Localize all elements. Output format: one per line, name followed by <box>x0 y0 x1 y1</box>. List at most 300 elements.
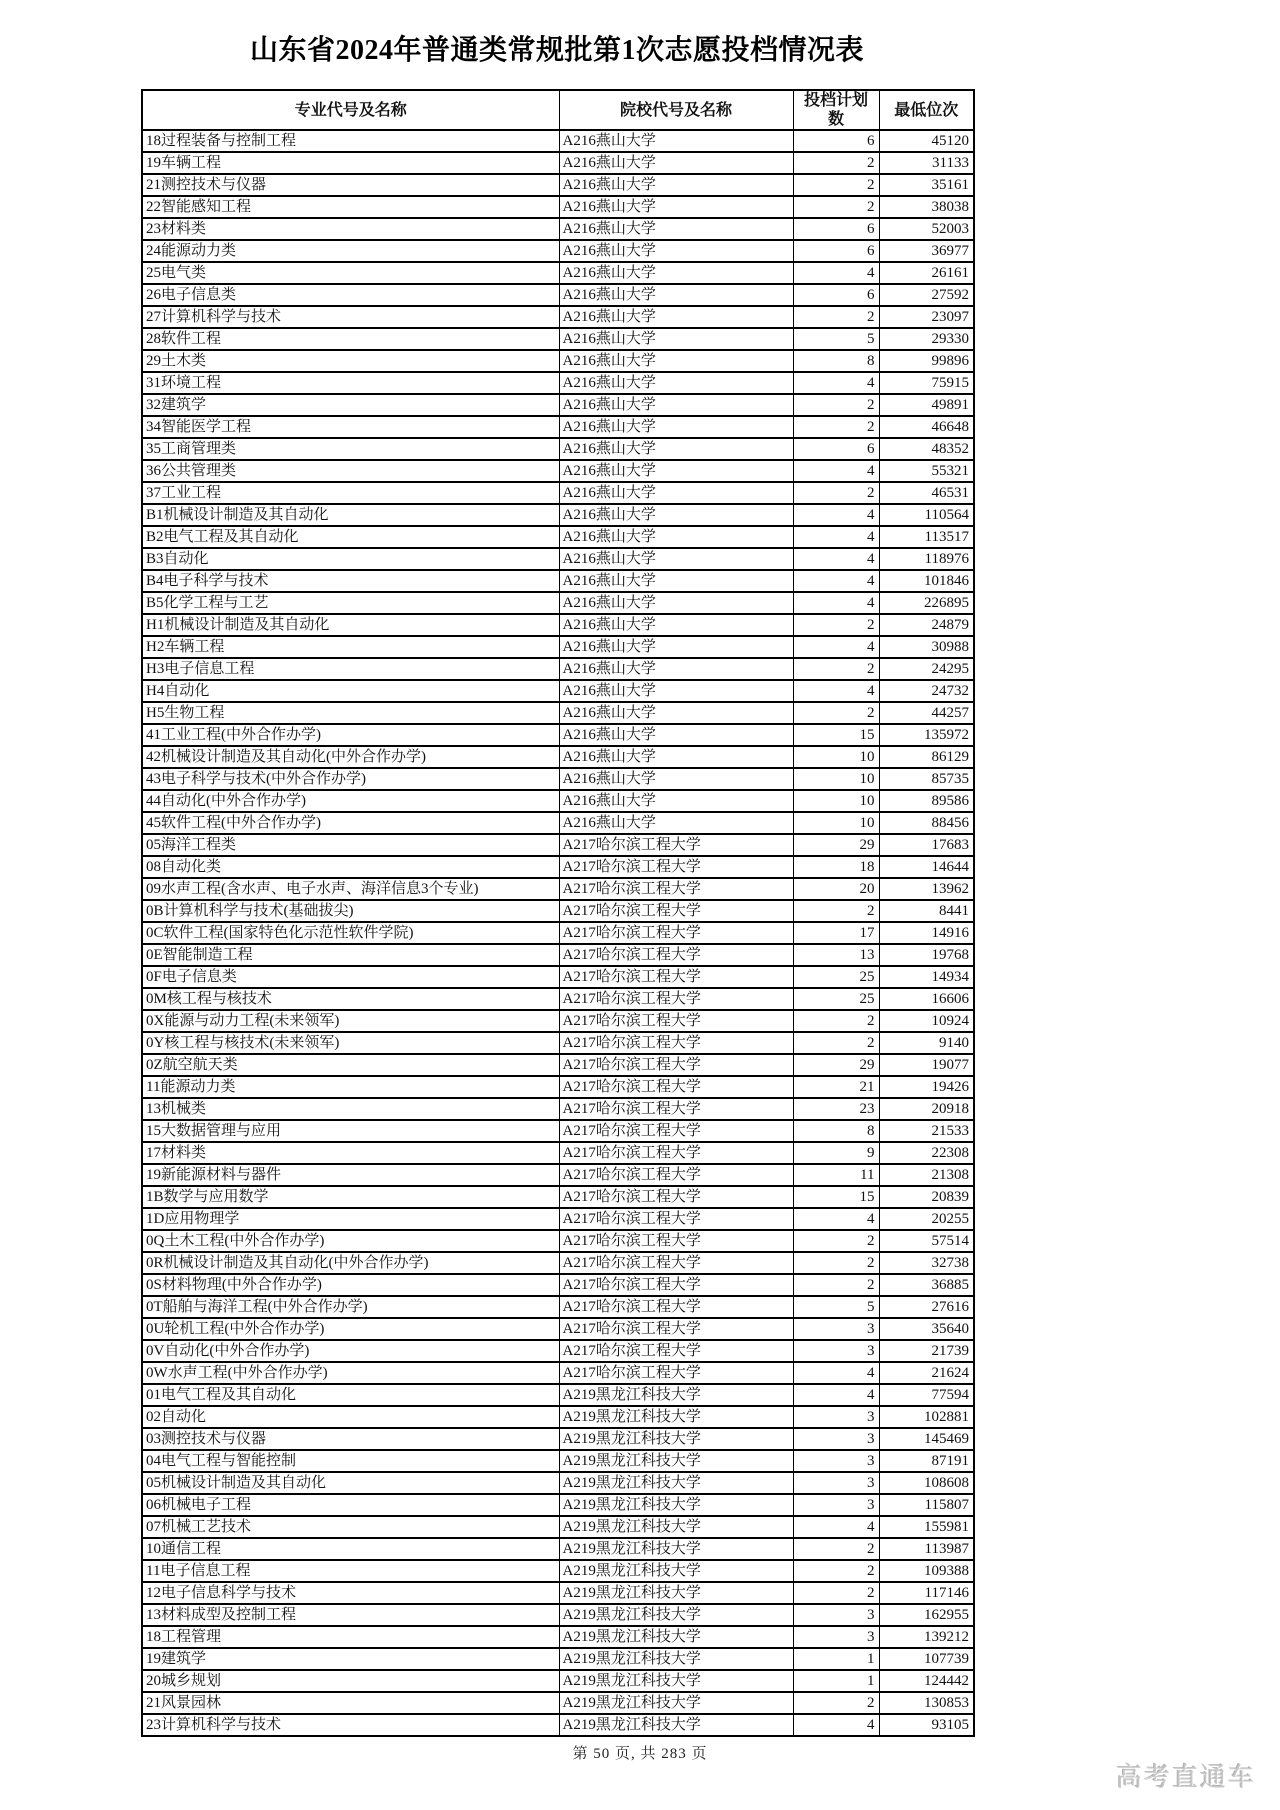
college-cell: A216燕山大学 <box>559 372 793 394</box>
college-cell: A217哈尔滨工程大学 <box>559 988 793 1010</box>
plan-count-cell: 2 <box>793 1582 879 1604</box>
college-cell: A217哈尔滨工程大学 <box>559 1252 793 1274</box>
major-cell: 32建筑学 <box>142 394 559 416</box>
major-cell: 37工业工程 <box>142 482 559 504</box>
major-cell: 19新能源材料与器件 <box>142 1164 559 1186</box>
college-cell: A216燕山大学 <box>559 680 793 702</box>
table-row <box>142 1406 974 1428</box>
major-cell: 11能源动力类 <box>142 1076 559 1098</box>
major-cell: 05海洋工程类 <box>142 834 559 856</box>
lowest-rank-cell: 19426 <box>879 1076 974 1098</box>
college-cell: A217哈尔滨工程大学 <box>559 900 793 922</box>
lowest-rank-cell: 113987 <box>879 1538 974 1560</box>
table-row <box>142 1538 974 1560</box>
college-cell: A219黑龙江科技大学 <box>559 1516 793 1538</box>
college-cell: A217哈尔滨工程大学 <box>559 1098 793 1120</box>
college-cell: A217哈尔滨工程大学 <box>559 1274 793 1296</box>
college-cell: A216燕山大学 <box>559 438 793 460</box>
plan-count-cell: 1 <box>793 1648 879 1670</box>
lowest-rank-cell: 226895 <box>879 592 974 614</box>
major-cell: 34智能医学工程 <box>142 416 559 438</box>
table-row <box>142 1582 974 1604</box>
lowest-rank-cell: 52003 <box>879 218 974 240</box>
table-row <box>142 1714 974 1736</box>
major-cell: 36公共管理类 <box>142 460 559 482</box>
lowest-rank-cell: 9140 <box>879 1032 974 1054</box>
college-cell: A216燕山大学 <box>559 306 793 328</box>
college-cell: A216燕山大学 <box>559 218 793 240</box>
college-cell: A219黑龙江科技大学 <box>559 1560 793 1582</box>
plan-count-cell: 18 <box>793 856 879 878</box>
table-row <box>142 284 974 306</box>
major-cell: 25电气类 <box>142 262 559 284</box>
plan-count-cell: 4 <box>793 372 879 394</box>
lowest-rank-cell: 44257 <box>879 702 974 724</box>
table-row <box>142 196 974 218</box>
major-cell: 09水声工程(含水声、电子水声、海洋信息3个专业) <box>142 878 559 900</box>
major-cell: 29土木类 <box>142 350 559 372</box>
college-cell: A216燕山大学 <box>559 240 793 262</box>
table-row <box>142 416 974 438</box>
plan-count-cell: 2 <box>793 1274 879 1296</box>
plan-count-cell: 10 <box>793 768 879 790</box>
college-cell: A217哈尔滨工程大学 <box>559 1010 793 1032</box>
college-cell: A216燕山大学 <box>559 350 793 372</box>
table-row <box>142 548 974 570</box>
plan-count-cell: 2 <box>793 482 879 504</box>
college-cell: A219黑龙江科技大学 <box>559 1406 793 1428</box>
major-cell: 45软件工程(中外合作办学) <box>142 812 559 834</box>
lowest-rank-cell: 162955 <box>879 1604 974 1626</box>
lowest-rank-cell: 130853 <box>879 1692 974 1714</box>
major-cell: 23材料类 <box>142 218 559 240</box>
plan-count-cell: 3 <box>793 1626 879 1648</box>
lowest-rank-cell: 30988 <box>879 636 974 658</box>
college-cell: A217哈尔滨工程大学 <box>559 1076 793 1098</box>
table-row <box>142 1186 974 1208</box>
plan-count-cell: 4 <box>793 636 879 658</box>
lowest-rank-cell: 27592 <box>879 284 974 306</box>
lowest-rank-cell: 13962 <box>879 878 974 900</box>
college-cell: A217哈尔滨工程大学 <box>559 1318 793 1340</box>
lowest-rank-cell: 85735 <box>879 768 974 790</box>
major-cell: 0Y核工程与核技术(未来领军) <box>142 1032 559 1054</box>
lowest-rank-cell: 89586 <box>879 790 974 812</box>
table-row <box>142 1230 974 1252</box>
major-cell: 21测控技术与仪器 <box>142 174 559 196</box>
plan-count-cell: 4 <box>793 680 879 702</box>
major-cell: 03测控技术与仪器 <box>142 1428 559 1450</box>
col-header-major: 专业代号及名称 <box>142 90 559 130</box>
college-cell: A219黑龙江科技大学 <box>559 1494 793 1516</box>
major-cell: H1机械设计制造及其自动化 <box>142 614 559 636</box>
major-cell: H4自动化 <box>142 680 559 702</box>
major-cell: 0S材料物理(中外合作办学) <box>142 1274 559 1296</box>
table-row <box>142 614 974 636</box>
college-cell: A219黑龙江科技大学 <box>559 1450 793 1472</box>
lowest-rank-cell: 107739 <box>879 1648 974 1670</box>
plan-count-cell: 25 <box>793 988 879 1010</box>
major-cell: B1机械设计制造及其自动化 <box>142 504 559 526</box>
lowest-rank-cell: 35640 <box>879 1318 974 1340</box>
plan-count-cell: 2 <box>793 394 879 416</box>
plan-count-cell: 8 <box>793 350 879 372</box>
table-row <box>142 922 974 944</box>
major-cell: 26电子信息类 <box>142 284 559 306</box>
plan-count-cell: 29 <box>793 1054 879 1076</box>
major-cell: B3自动化 <box>142 548 559 570</box>
major-cell: 10通信工程 <box>142 1538 559 1560</box>
lowest-rank-cell: 145469 <box>879 1428 974 1450</box>
table-row <box>142 988 974 1010</box>
college-cell: A217哈尔滨工程大学 <box>559 1208 793 1230</box>
plan-count-cell: 15 <box>793 724 879 746</box>
plan-count-cell: 3 <box>793 1494 879 1516</box>
plan-count-cell: 4 <box>793 570 879 592</box>
table-row <box>142 1560 974 1582</box>
plan-count-cell: 11 <box>793 1164 879 1186</box>
table-row <box>142 1516 974 1538</box>
major-cell: 24能源动力类 <box>142 240 559 262</box>
major-cell: 44自动化(中外合作办学) <box>142 790 559 812</box>
major-cell: 19车辆工程 <box>142 152 559 174</box>
table-header-row <box>142 90 974 130</box>
lowest-rank-cell: 26161 <box>879 262 974 284</box>
major-cell: 43电子科学与技术(中外合作办学) <box>142 768 559 790</box>
lowest-rank-cell: 29330 <box>879 328 974 350</box>
plan-count-cell: 5 <box>793 1296 879 1318</box>
lowest-rank-cell: 21533 <box>879 1120 974 1142</box>
lowest-rank-cell: 10924 <box>879 1010 974 1032</box>
table-row <box>142 1142 974 1164</box>
college-cell: A216燕山大学 <box>559 614 793 636</box>
table-row <box>142 1120 974 1142</box>
lowest-rank-cell: 101846 <box>879 570 974 592</box>
table-row <box>142 1362 974 1384</box>
major-cell: H5生物工程 <box>142 702 559 724</box>
college-cell: A217哈尔滨工程大学 <box>559 1164 793 1186</box>
plan-count-cell: 4 <box>793 504 879 526</box>
table-row <box>142 1384 974 1406</box>
major-cell: 0Q土木工程(中外合作办学) <box>142 1230 559 1252</box>
plan-count-cell: 4 <box>793 548 879 570</box>
college-cell: A216燕山大学 <box>559 702 793 724</box>
college-cell: A216燕山大学 <box>559 724 793 746</box>
table-row <box>142 702 974 724</box>
college-cell: A217哈尔滨工程大学 <box>559 1032 793 1054</box>
table-row <box>142 262 974 284</box>
major-cell: 11电子信息工程 <box>142 1560 559 1582</box>
lowest-rank-cell: 21624 <box>879 1362 974 1384</box>
major-cell: B2电气工程及其自动化 <box>142 526 559 548</box>
lowest-rank-cell: 19077 <box>879 1054 974 1076</box>
college-cell: A219黑龙江科技大学 <box>559 1428 793 1450</box>
lowest-rank-cell: 19768 <box>879 944 974 966</box>
major-cell: 0M核工程与核技术 <box>142 988 559 1010</box>
plan-count-cell: 2 <box>793 1538 879 1560</box>
plan-count-cell: 2 <box>793 1560 879 1582</box>
lowest-rank-cell: 32738 <box>879 1252 974 1274</box>
plan-count-cell: 2 <box>793 658 879 680</box>
lowest-rank-cell: 109388 <box>879 1560 974 1582</box>
major-cell: 18工程管理 <box>142 1626 559 1648</box>
table-row <box>142 218 974 240</box>
college-cell: A216燕山大学 <box>559 592 793 614</box>
table-row <box>142 482 974 504</box>
college-cell: A217哈尔滨工程大学 <box>559 1186 793 1208</box>
college-cell: A216燕山大学 <box>559 570 793 592</box>
plan-count-cell: 6 <box>793 218 879 240</box>
major-cell: 15大数据管理与应用 <box>142 1120 559 1142</box>
col-header-college: 院校代号及名称 <box>559 90 793 130</box>
plan-count-cell: 13 <box>793 944 879 966</box>
table-row <box>142 812 974 834</box>
plan-count-cell: 20 <box>793 878 879 900</box>
lowest-rank-cell: 27616 <box>879 1296 974 1318</box>
table-row <box>142 1428 974 1450</box>
lowest-rank-cell: 14644 <box>879 856 974 878</box>
college-cell: A216燕山大学 <box>559 174 793 196</box>
major-cell: 0U轮机工程(中外合作办学) <box>142 1318 559 1340</box>
major-cell: H3电子信息工程 <box>142 658 559 680</box>
col-header-lowest-rank: 最低位次 <box>879 90 974 130</box>
lowest-rank-cell: 38038 <box>879 196 974 218</box>
plan-count-cell: 2 <box>793 174 879 196</box>
page-title: 山东省2024年普通类常规批第1次志愿投档情况表 <box>249 35 864 66</box>
college-cell: A216燕山大学 <box>559 526 793 548</box>
major-cell: 01电气工程及其自动化 <box>142 1384 559 1406</box>
plan-count-cell: 3 <box>793 1406 879 1428</box>
table-body <box>142 130 974 1736</box>
plan-count-cell: 10 <box>793 790 879 812</box>
lowest-rank-cell: 88456 <box>879 812 974 834</box>
plan-count-cell: 2 <box>793 1230 879 1252</box>
college-cell: A216燕山大学 <box>559 284 793 306</box>
college-cell: A216燕山大学 <box>559 768 793 790</box>
lowest-rank-cell: 110564 <box>879 504 974 526</box>
college-cell: A219黑龙江科技大学 <box>559 1384 793 1406</box>
college-cell: A216燕山大学 <box>559 790 793 812</box>
lowest-rank-cell: 24879 <box>879 614 974 636</box>
plan-count-cell: 21 <box>793 1076 879 1098</box>
lowest-rank-cell: 118976 <box>879 548 974 570</box>
college-cell: A216燕山大学 <box>559 636 793 658</box>
lowest-rank-cell: 108608 <box>879 1472 974 1494</box>
major-cell: 0W水声工程(中外合作办学) <box>142 1362 559 1384</box>
lowest-rank-cell: 8441 <box>879 900 974 922</box>
table-row <box>142 1450 974 1472</box>
plan-count-cell: 2 <box>793 152 879 174</box>
plan-count-cell: 10 <box>793 812 879 834</box>
major-cell: 0R机械设计制造及其自动化(中外合作办学) <box>142 1252 559 1274</box>
plan-count-cell: 2 <box>793 614 879 636</box>
lowest-rank-cell: 48352 <box>879 438 974 460</box>
plan-count-cell: 2 <box>793 196 879 218</box>
lowest-rank-cell: 86129 <box>879 746 974 768</box>
table-row <box>142 1626 974 1648</box>
table-row <box>142 1274 974 1296</box>
table-row <box>142 1098 974 1120</box>
major-cell: 22智能感知工程 <box>142 196 559 218</box>
major-cell: 23计算机科学与技术 <box>142 1714 559 1736</box>
plan-count-cell: 2 <box>793 1032 879 1054</box>
major-cell: 04电气工程与智能控制 <box>142 1450 559 1472</box>
lowest-rank-cell: 35161 <box>879 174 974 196</box>
college-cell: A219黑龙江科技大学 <box>559 1582 793 1604</box>
lowest-rank-cell: 23097 <box>879 306 974 328</box>
table-row <box>142 1604 974 1626</box>
major-cell: 31环境工程 <box>142 372 559 394</box>
major-cell: 21风景园林 <box>142 1692 559 1714</box>
major-cell: H2车辆工程 <box>142 636 559 658</box>
plan-count-cell: 6 <box>793 438 879 460</box>
college-cell: A216燕山大学 <box>559 196 793 218</box>
college-cell: A216燕山大学 <box>559 548 793 570</box>
major-cell: B4电子科学与技术 <box>142 570 559 592</box>
major-cell: 35工商管理类 <box>142 438 559 460</box>
table-row <box>142 372 974 394</box>
table-row <box>142 240 974 262</box>
major-cell: 0F电子信息类 <box>142 966 559 988</box>
table-row <box>142 878 974 900</box>
lowest-rank-cell: 46531 <box>879 482 974 504</box>
college-cell: A217哈尔滨工程大学 <box>559 834 793 856</box>
plan-count-cell: 4 <box>793 1362 879 1384</box>
major-cell: 13材料成型及控制工程 <box>142 1604 559 1626</box>
college-cell: A217哈尔滨工程大学 <box>559 1230 793 1252</box>
lowest-rank-cell: 21308 <box>879 1164 974 1186</box>
college-cell: A217哈尔滨工程大学 <box>559 1340 793 1362</box>
college-cell: A217哈尔滨工程大学 <box>559 856 793 878</box>
lowest-rank-cell: 46648 <box>879 416 974 438</box>
college-cell: A219黑龙江科技大学 <box>559 1670 793 1692</box>
table-row <box>142 1054 974 1076</box>
college-cell: A217哈尔滨工程大学 <box>559 966 793 988</box>
major-cell: B5化学工程与工艺 <box>142 592 559 614</box>
lowest-rank-cell: 124442 <box>879 1670 974 1692</box>
table-row <box>142 306 974 328</box>
lowest-rank-cell: 77594 <box>879 1384 974 1406</box>
plan-count-cell: 3 <box>793 1318 879 1340</box>
college-cell: A219黑龙江科技大学 <box>559 1692 793 1714</box>
major-cell: 0B计算机科学与技术(基础拔尖) <box>142 900 559 922</box>
table-row <box>142 1076 974 1098</box>
college-cell: A216燕山大学 <box>559 394 793 416</box>
lowest-rank-cell: 14934 <box>879 966 974 988</box>
college-cell: A216燕山大学 <box>559 130 793 152</box>
table-row <box>142 328 974 350</box>
lowest-rank-cell: 87191 <box>879 1450 974 1472</box>
plan-count-cell: 29 <box>793 834 879 856</box>
lowest-rank-cell: 49891 <box>879 394 974 416</box>
table-row <box>142 394 974 416</box>
table-row <box>142 460 974 482</box>
major-cell: 05机械设计制造及其自动化 <box>142 1472 559 1494</box>
plan-count-cell: 4 <box>793 262 879 284</box>
plan-count-cell: 2 <box>793 702 879 724</box>
table-row <box>142 152 974 174</box>
college-cell: A217哈尔滨工程大学 <box>559 944 793 966</box>
watermark: 高考直通车 <box>1115 1762 1256 1792</box>
plan-count-cell: 4 <box>793 460 879 482</box>
college-cell: A219黑龙江科技大学 <box>559 1626 793 1648</box>
lowest-rank-cell: 21739 <box>879 1340 974 1362</box>
table-row <box>142 658 974 680</box>
college-cell: A216燕山大学 <box>559 416 793 438</box>
table-area <box>141 28 973 1737</box>
plan-count-cell: 4 <box>793 1208 879 1230</box>
plan-count-cell: 2 <box>793 1692 879 1714</box>
table-row <box>142 570 974 592</box>
lowest-rank-cell: 17683 <box>879 834 974 856</box>
lowest-rank-cell: 139212 <box>879 1626 974 1648</box>
table-row <box>142 966 974 988</box>
table-row <box>142 1164 974 1186</box>
lowest-rank-cell: 20255 <box>879 1208 974 1230</box>
lowest-rank-cell: 102881 <box>879 1406 974 1428</box>
plan-count-cell: 4 <box>793 1714 879 1736</box>
major-cell: 08自动化类 <box>142 856 559 878</box>
major-cell: 12电子信息科学与技术 <box>142 1582 559 1604</box>
lowest-rank-cell: 115807 <box>879 1494 974 1516</box>
table-row <box>142 724 974 746</box>
college-cell: A217哈尔滨工程大学 <box>559 1054 793 1076</box>
plan-count-cell: 4 <box>793 526 879 548</box>
table-row <box>142 1010 974 1032</box>
table-row <box>142 174 974 196</box>
college-cell: A217哈尔滨工程大学 <box>559 1142 793 1164</box>
plan-count-cell: 3 <box>793 1340 879 1362</box>
plan-count-cell: 23 <box>793 1098 879 1120</box>
admission-table <box>141 89 975 1737</box>
college-cell: A216燕山大学 <box>559 152 793 174</box>
lowest-rank-cell: 36977 <box>879 240 974 262</box>
plan-count-cell: 4 <box>793 1384 879 1406</box>
college-cell: A216燕山大学 <box>559 812 793 834</box>
page-number: 第 50 页, 共 283 页 <box>572 1746 708 1762</box>
major-cell: 06机械电子工程 <box>142 1494 559 1516</box>
major-cell: 27计算机科学与技术 <box>142 306 559 328</box>
college-cell: A216燕山大学 <box>559 460 793 482</box>
major-cell: 0Z航空航天类 <box>142 1054 559 1076</box>
table-row <box>142 790 974 812</box>
table-row <box>142 130 974 152</box>
college-cell: A219黑龙江科技大学 <box>559 1604 793 1626</box>
plan-count-cell: 5 <box>793 328 879 350</box>
plan-count-cell: 10 <box>793 746 879 768</box>
table-row <box>142 746 974 768</box>
major-cell: 1B数学与应用数学 <box>142 1186 559 1208</box>
lowest-rank-cell: 135972 <box>879 724 974 746</box>
college-cell: A216燕山大学 <box>559 482 793 504</box>
major-cell: 07机械工艺技术 <box>142 1516 559 1538</box>
lowest-rank-cell: 57514 <box>879 1230 974 1252</box>
major-cell: 19建筑学 <box>142 1648 559 1670</box>
college-cell: A216燕山大学 <box>559 746 793 768</box>
lowest-rank-cell: 155981 <box>879 1516 974 1538</box>
lowest-rank-cell: 93105 <box>879 1714 974 1736</box>
plan-count-cell: 9 <box>793 1142 879 1164</box>
table-row <box>142 504 974 526</box>
plan-count-cell: 3 <box>793 1450 879 1472</box>
plan-count-cell: 25 <box>793 966 879 988</box>
lowest-rank-cell: 20918 <box>879 1098 974 1120</box>
plan-count-cell: 17 <box>793 922 879 944</box>
plan-count-cell: 3 <box>793 1428 879 1450</box>
lowest-rank-cell: 117146 <box>879 1582 974 1604</box>
college-cell: A216燕山大学 <box>559 328 793 350</box>
college-cell: A217哈尔滨工程大学 <box>559 922 793 944</box>
